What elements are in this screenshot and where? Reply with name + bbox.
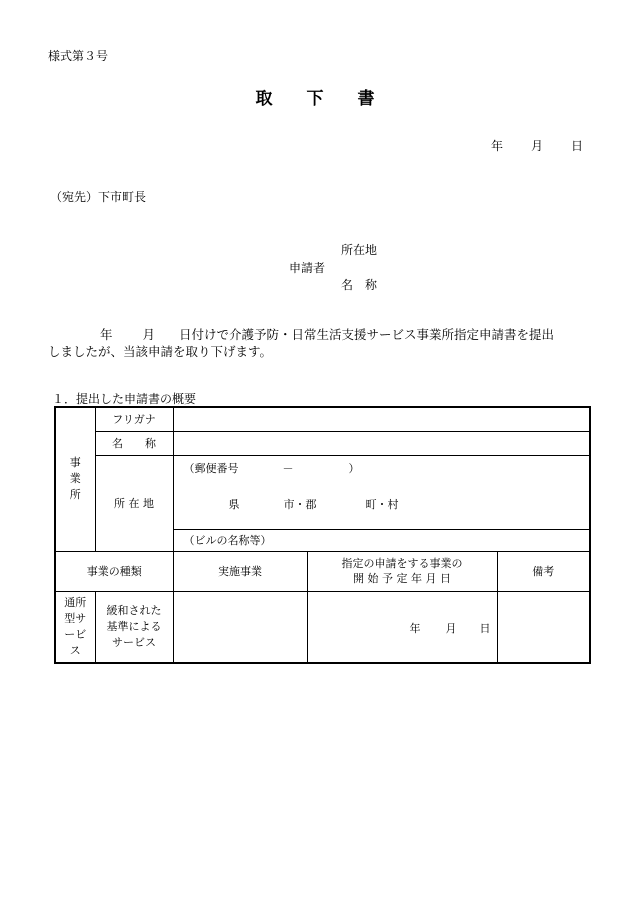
town-label: 町・村 [365, 497, 399, 511]
service-subtype-label: 緩和された 基準による サービス [95, 591, 173, 663]
service-type-label: 通所 型サ ービ ス [55, 591, 95, 663]
implementation-field[interactable] [173, 591, 307, 663]
furigana-label: フリガナ [95, 407, 173, 431]
applicant-label: 申請者 [289, 261, 326, 275]
start-year-label: 年 [409, 621, 421, 635]
section-heading: １．提出した申請書の概要 [52, 392, 197, 406]
body-text-2: しましたが、当該申請を取り下げます。 [48, 344, 273, 359]
document-title: 取下書 [255, 89, 409, 109]
withdrawal-statement [48, 326, 588, 360]
address-field[interactable] [173, 455, 590, 529]
start-month-label: 月 [445, 621, 457, 635]
start-day-label: 日 [479, 621, 491, 635]
city-label: 市・郡 [283, 497, 317, 511]
business-type-header: 事業の種類 [55, 551, 173, 591]
form-number: 様式第３号 [48, 49, 109, 63]
name-label: 名 称 [95, 431, 173, 455]
building-field[interactable]: （ビルの名称等） [173, 529, 590, 551]
date-day: 日 [571, 139, 584, 153]
prefecture-label: 県 [228, 497, 240, 511]
notes-field[interactable] [497, 591, 590, 663]
date-year: 年 [491, 139, 504, 153]
name-field[interactable] [173, 431, 590, 455]
notes-header: 備考 [497, 551, 590, 591]
body-month: 月 [142, 327, 156, 342]
start-date-header-line1: 指定の申請をする事業の [341, 557, 463, 570]
addressee: （宛先）下市町長 [50, 190, 147, 204]
body-year: 年 [100, 327, 113, 342]
location-label: 所 在 地 [95, 455, 173, 551]
furigana-field[interactable] [173, 407, 590, 431]
postal-code-label: （郵便番号 － ） [183, 461, 360, 475]
start-date-header [307, 551, 497, 591]
body-text-1: 日付けで介護予防・日常生活支援サービス事業所指定申請書を提出 [179, 327, 555, 342]
office-label: 事 業 所 [55, 407, 95, 551]
implementation-header: 実施事業 [173, 551, 307, 591]
applicant-location-label: 所在地 [341, 243, 378, 257]
start-date-field[interactable] [307, 591, 497, 663]
applicant-name-label: 名称 [341, 278, 390, 292]
date-month: 月 [531, 139, 544, 153]
application-summary-table [54, 406, 591, 664]
start-date-header-line2: 開 始 予 定 年 月 日 [353, 572, 451, 585]
